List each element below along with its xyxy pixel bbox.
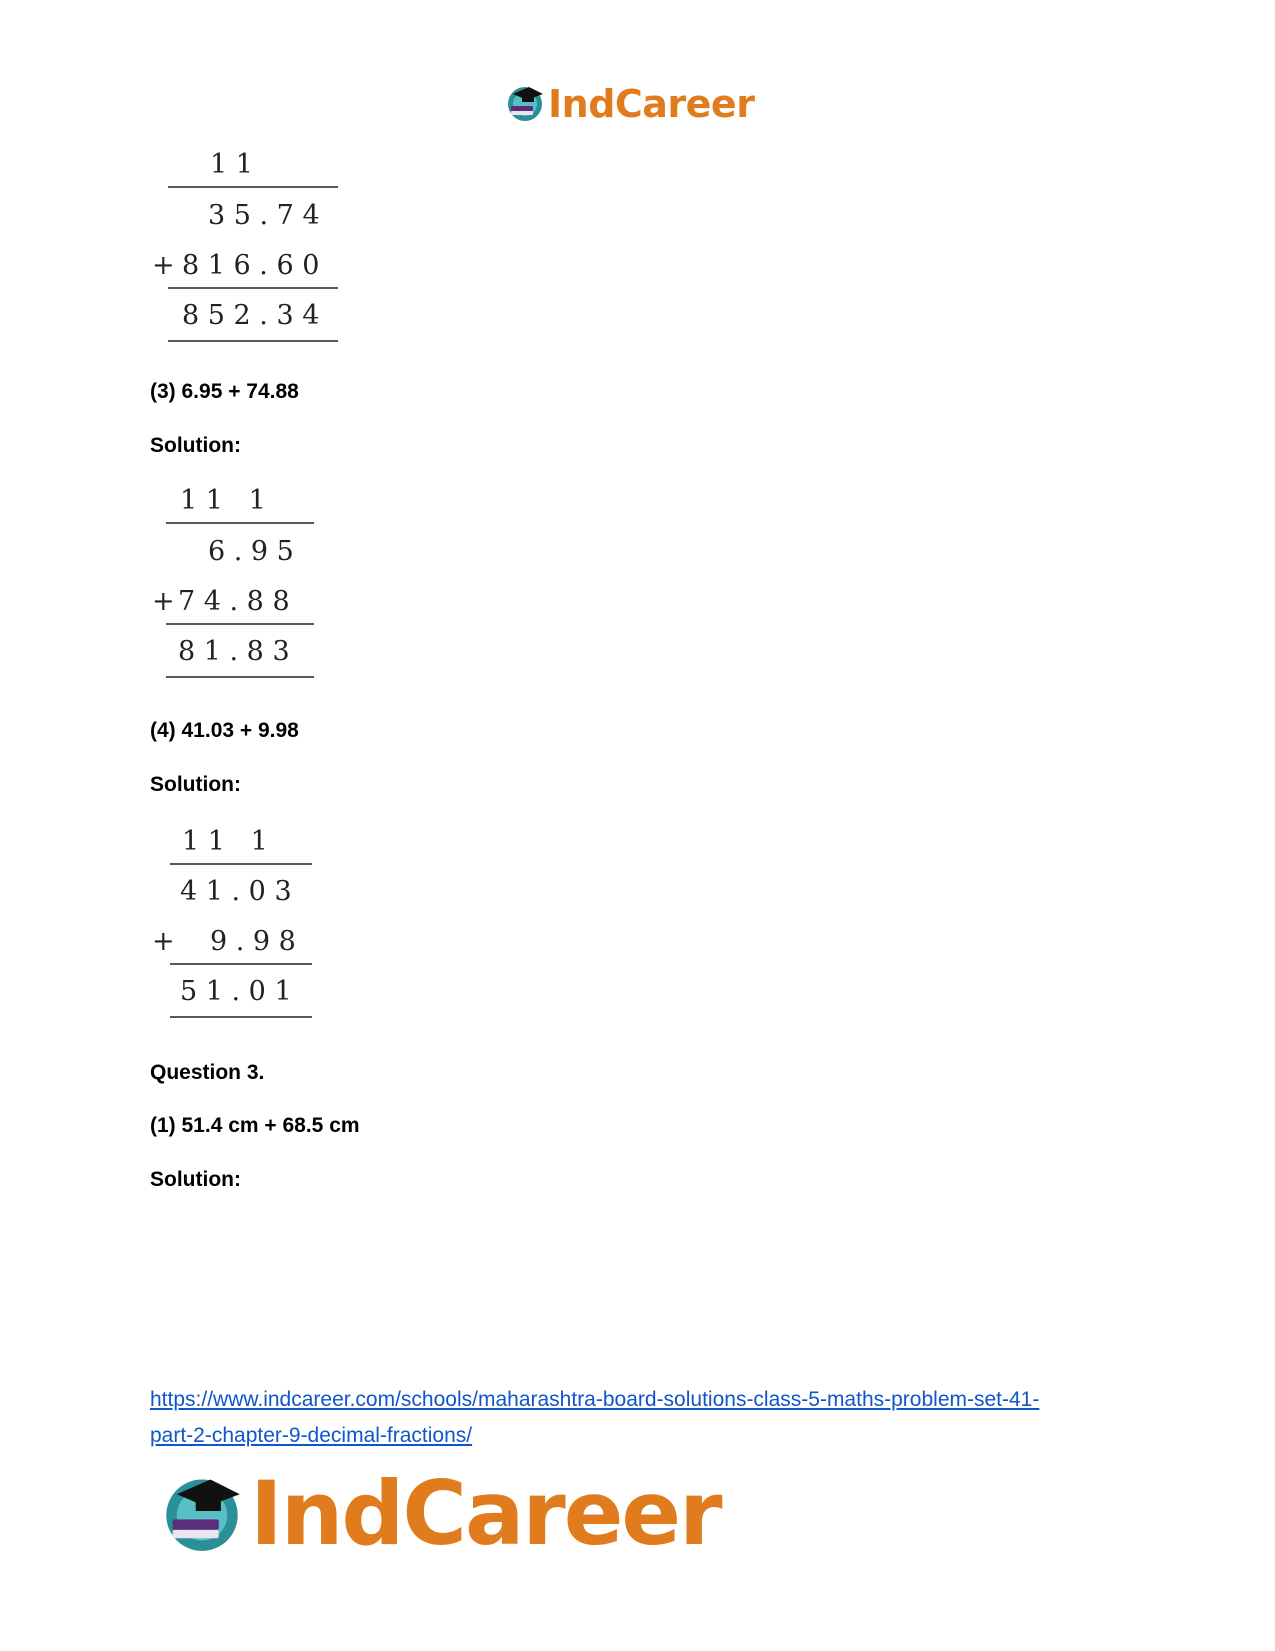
problem-4-solution-label: Solution:	[150, 773, 241, 796]
addition-problem-4	[150, 823, 330, 1033]
sum-result: 5 1 . 0 1	[180, 976, 292, 1007]
source-link-line-2[interactable]: part-2-chapter-9-decimal-fractions/	[150, 1424, 473, 1447]
logo-wordmark: IndCareer	[548, 82, 755, 126]
problem-3-solution-label: Solution:	[150, 434, 241, 457]
addition-problem-2	[150, 145, 350, 355]
problem-3-label: (3) 6.95 + 74.88	[150, 380, 299, 403]
graduation-cap-book-globe-icon	[160, 1469, 244, 1558]
sum-result: 8 1 . 8 3	[178, 636, 290, 667]
problem-4-label: (4) 41.03 + 9.98	[150, 719, 299, 742]
addition-problem-3	[150, 483, 330, 693]
addend-2: 8 1 6 . 6 0	[182, 250, 320, 281]
source-link[interactable]	[150, 1382, 1130, 1454]
question-3-solution-label: Solution:	[150, 1168, 241, 1191]
carry-digits: 1 1 1	[180, 485, 266, 516]
graduation-cap-book-globe-icon	[505, 82, 545, 127]
addend-2: 7 4 . 8 8	[178, 586, 290, 617]
addend-1: 6 . 9 5	[208, 536, 294, 567]
addend-1: 3 5 . 7 4	[208, 200, 320, 231]
sum-result: 8 5 2 . 3 4	[182, 300, 320, 331]
logo-wordmark: IndCareer	[250, 1461, 721, 1565]
footer-logo	[160, 1461, 721, 1565]
addend-2: 9 . 9 8	[210, 926, 296, 957]
plus-sign: +	[152, 586, 175, 617]
carry-digits: 1 1	[210, 149, 253, 180]
addend-1: 4 1 . 0 3	[180, 876, 292, 907]
source-link-line-1[interactable]: https://www.indcareer.com/schools/maharashtra-board-solutions-class-5-maths-problem-set-41-	[150, 1388, 1040, 1411]
plus-sign: +	[152, 250, 175, 281]
header-logo	[505, 80, 754, 128]
plus-sign: +	[152, 926, 175, 957]
question-3-heading: Question 3.	[150, 1061, 265, 1084]
carry-digits: 1 1 1	[182, 826, 268, 857]
question-3-part-1-label: (1) 51.4 cm + 68.5 cm	[150, 1114, 360, 1137]
